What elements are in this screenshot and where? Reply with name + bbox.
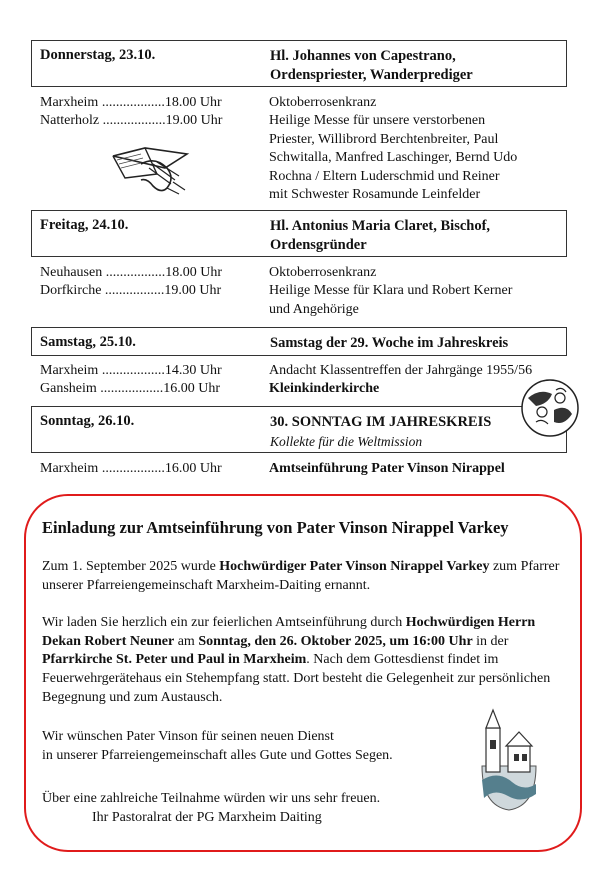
entry-place: Marxheim ..................14.30 Uhr <box>40 363 222 378</box>
entry-desc: Kleinkinderkirche <box>269 381 380 396</box>
day-date: Freitag, 24.10. <box>40 217 129 233</box>
day-title: Samstag der 29. Woche im Jahreskreis <box>270 335 509 351</box>
day-date: Samstag, 25.10. <box>40 334 136 350</box>
day-header-friday <box>31 210 567 257</box>
entry-place: Dorfkirche .................19.00 Uhr <box>40 283 222 298</box>
day-header-sunday <box>31 406 567 453</box>
day-date: Sonntag, 26.10. <box>40 413 135 429</box>
invitation-paragraph-1: Zum 1. September 2025 wurde Hochwürdiger Pater Vinson Nirappel Varkey zum Pfarrer unserer Pfarreiengemeinschaft Marxheim-Daiting ernannt. <box>42 559 560 593</box>
globe-children-icon <box>518 378 582 438</box>
entry-place: Neuhausen .................18.00 Uhr <box>40 265 222 280</box>
entry-desc: Andacht Klassentreffen der Jahrgänge 1955/56 <box>269 363 533 378</box>
entry-place: Marxheim ..................16.00 Uhr <box>40 461 222 476</box>
entry-desc: Heilige Messe für unsere verstorbenen Priester, Willibrord Berchtenbreiter, Paul Schwitalla, Manfred Laschinger, Bernd Udo Rochna / Eltern Luderschmid und Reiner mit Schwester Rosamunde Leinfelder <box>269 113 518 202</box>
invitation-signature: Ihr Pastoralrat der PG Marxheim Daiting <box>92 810 322 825</box>
invitation-paragraph-4: Über eine zahlreiche Teilnahme würden wir uns sehr freuen. <box>42 791 381 806</box>
entry-desc: Amtseinführung Pater Vinson Nirappel <box>269 461 505 476</box>
day-date: Donnerstag, 23.10. <box>40 47 156 63</box>
entry-desc: Oktoberrosenkranz <box>269 95 377 110</box>
day-title: 30. SONNTAG IM JAHRESKREIS Kollekte für die Weltmission <box>270 414 492 449</box>
invitation-paragraph-2: Wir laden Sie herzlich ein zur feierlichen Amtseinführung durch Hochwürdigen Herrn Dekan Robert Neuner am Sonntag, den 26. Oktober 2025, um 16:00 Uhr in der Pfarrkirche St. Peter und Paul in Marxheim. Nach dem Gottesdienst findet im Feuerwehrgerätehaus ein Stehempfang statt. Dort besteht die Gelegenheit zur persönlichen Begegnung und zum Austausch. <box>42 615 551 705</box>
day-title: Hl. Antonius Maria Claret, Bischof, Ordensgründer <box>270 218 491 253</box>
day-title: Hl. Johannes von Capestrano, Ordenspriester, Wanderprediger <box>270 48 473 83</box>
day-subtitle: Kollekte für die Weltmission <box>270 434 423 449</box>
day-header-thursday <box>31 40 567 87</box>
entry-place: Natterholz ..................19.00 Uhr <box>40 113 223 128</box>
praying-hands-book-icon <box>105 134 195 196</box>
invitation-paragraph-3: Wir wünschen Pater Vinson für seinen neuen Dienst in unserer Pfarreiengemeinschaft alles Gute und Gottes Segen. <box>42 729 393 763</box>
village-church-icon <box>478 706 540 812</box>
entry-place: Marxheim ..................18.00 Uhr <box>40 95 222 110</box>
day-header-saturday <box>31 327 567 356</box>
entry-desc: Heilige Messe für Klara und Robert Kerner und Angehörige <box>269 283 513 317</box>
invitation-title: Einladung zur Amtseinführung von Pater Vinson Nirappel Varkey <box>42 518 509 537</box>
entry-place: Gansheim ..................16.00 Uhr <box>40 381 221 396</box>
entry-desc: Oktoberrosenkranz <box>269 265 377 280</box>
